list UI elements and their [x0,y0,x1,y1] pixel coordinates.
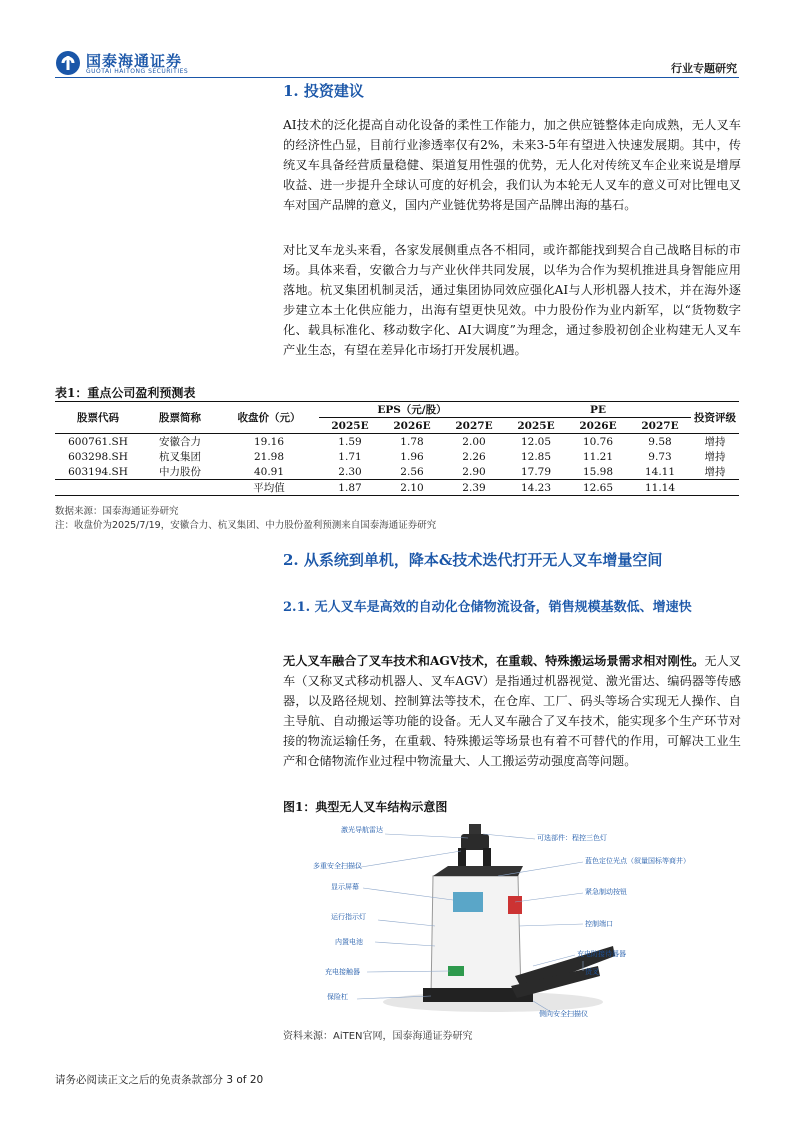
cell-value: 2.00 [462,435,486,448]
label-charge-receiver: 充电防接待器器 [577,950,626,958]
section2-paragraph [283,651,741,771]
table-title: 表1：重点公司盈利预测表 [55,386,196,400]
cell-value: 14.11 [644,465,676,478]
cell-value: 12.85 [520,450,552,463]
header-year: 2027E [641,419,679,432]
cell-value: 1.87 [338,481,362,494]
label-emergency-button: 紧急制动按钮 [585,888,627,896]
header-rating: 投资评级 [691,402,739,434]
cell-rating: 增持 [704,436,726,448]
section2-title: 2. 从系统到单机，降本&技术迭代打开无人叉车增量空间 [283,551,663,569]
logo-text: 国泰海通证券 [86,52,183,70]
label-safety-scanner: 多重安全扫描仪 [313,862,362,870]
header-eps: EPS（元/股） [319,402,505,418]
section1-paragraph-1: AI技术的泛化提高自动化设备的柔性工作能力，加之供应链整体走向成熟，无人叉车的经济性凸显，目前行业渗透率仅有2%，未来3-5年有望进入快速发展期。其中，传统叉车具备经营质量稳健、渠道复用性强的优势，无人化对传统叉车企业来说是增厚收益、进一步提升全球认可度的好机会，我们认为本轮无人叉车的意义可对比锂电叉车对国产品牌的意义，国内产业链优势将是国产品牌出海的基石。 [283,118,741,212]
label-control-port: 控制端口 [585,920,613,928]
cell-value: 12.65 [582,481,614,494]
table-source: 数据来源：国泰海通证券研究 [55,506,179,517]
label-blue-spot: 蓝色定位光点（叙量国标等商井） [585,857,690,865]
logo-icon [55,50,81,76]
cell-value: 9.73 [648,450,672,463]
page-footer: 请务必阅读正文之后的免责条款部分 3 of 20 [55,1074,264,1086]
header-code: 股票代码 [55,402,141,434]
label-charge-contactor: 充电接触器 [325,968,360,976]
cell-value: 1.96 [400,450,424,463]
cell-value: 11.14 [644,481,676,494]
cell-value: 17.79 [520,465,552,478]
cell-code: 603194.SH [68,465,128,478]
table-note: 注：收盘价为2025/7/19，安徽合力、杭叉集团、中力股份盈利预测来自国泰海通证券研究 [55,520,437,531]
table-row [55,434,739,450]
cell-avg-label: 平均值 [253,482,285,494]
cell-rating: 增持 [704,451,726,463]
cell-price: 19.16 [253,435,285,448]
label-battery: 内置电池 [335,938,363,946]
cell-value: 12.05 [520,435,552,448]
cell-value: 2.56 [400,465,424,478]
cell-name: 中力股份 [159,466,201,478]
header-year: 2025E [517,419,555,432]
label-display: 显示屏幕 [331,883,359,891]
label-indicator-light: 运行指示灯 [331,913,366,921]
header-year: 2027E [455,419,493,432]
cell-value: 1.71 [338,450,362,463]
section1-title: 1. 投资建议 [283,82,364,100]
cell-code: 603298.SH [68,450,128,463]
table-row [55,449,739,464]
header-divider [55,77,739,78]
header-name: 股票简称 [141,402,219,434]
label-tri-color-light: 可选部件：程控三色灯 [537,834,607,842]
cell-name: 杭叉集团 [159,451,201,463]
logo-subtext: GUOTAI HAITONG SECURITIES [86,68,189,75]
label-bumper: 保险杠 [327,993,348,1001]
header-year: 2026E [393,419,431,432]
figure-title: 图1：典型无人叉车结构示意图 [283,800,448,814]
forklift-diagram [283,816,742,1022]
cell-price: 40.91 [253,465,285,478]
section2-lead: 无人叉车融合了叉车技术和AGV技术，在重载、特殊搬运场景需求相对刚性。 [283,654,705,668]
cell-value: 10.76 [582,435,614,448]
cell-value: 14.23 [520,481,552,494]
table-row-average [55,480,739,496]
cell-price: 21.98 [253,450,285,463]
cell-value: 2.26 [462,450,486,463]
report-type: 行业专题研究 [671,62,737,75]
cell-value: 9.58 [648,435,672,448]
cell-code: 600761.SH [68,435,128,448]
forecast-table [55,401,739,496]
label-laser-radar: 激光导航雷达 [341,826,383,834]
figure-source: 资料来源：AiTEN官网，国泰海通证券研究 [283,1031,473,1042]
cell-value: 1.59 [338,435,362,448]
cell-rating: 增持 [704,466,726,478]
forklift-illustration [383,824,615,1012]
section2-subtitle: 2.1. 无人叉车是高效的自动化仓储物流设备，销售规模基数低、增速快 [283,600,692,615]
label-fork: 货叉 [585,968,599,976]
cell-value: 2.30 [338,465,362,478]
section2-body: 无人叉车（又称叉式移动机器人、叉车AGV）是指通过机器视觉、激光雷达、编码器等传感器，以及路径规划、控制算法等技术，在仓库、工厂、码头等场合实现无人操作、自主导航、自动搬运等功能的设备。无人叉车融合了叉车技术，能实现多个生产环节对接的物流运输任务，在重载、特殊搬运等场景也有着不可替代的作用，可解决工业生产和仓储物流作业过程中物流量大、人工搬运劳动强度高等问题。 [283,654,741,768]
cell-value: 2.90 [462,465,486,478]
cell-value: 15.98 [582,465,614,478]
header-pe: PE [505,402,691,418]
cell-value: 1.78 [400,435,424,448]
cell-name: 安徽合力 [159,436,201,448]
header-year: 2026E [579,419,617,432]
cell-value: 2.10 [400,481,424,494]
header-year: 2025E [331,419,369,432]
label-side-scanner: 侧向安全扫描仪 [539,1010,588,1018]
section1-paragraph-2: 对比叉车龙头来看，各家发展侧重点各不相同，或许都能找到契合自己战略目标的市场。具体来看，安徽合力与产业伙伴共同发展，以华为合作为契机推进具身智能应用落地。杭叉集团机制灵活，通过集团协同效应强化AI与人形机器人技术，并在海外逐步建立本土化供应能力，出海有望更快见效。中力股份作为业内新军，以“货物数字化、载具标准化、移动数字化、AI大调度”为理念，通过参股初创企业构建无人叉车产业生态，有望在差异化市场打开发展机遇。 [283,243,741,357]
table-row [55,464,739,480]
header-price: 收盘价（元） [219,402,319,434]
cell-value: 11.21 [582,450,614,463]
cell-value: 2.39 [462,481,486,494]
